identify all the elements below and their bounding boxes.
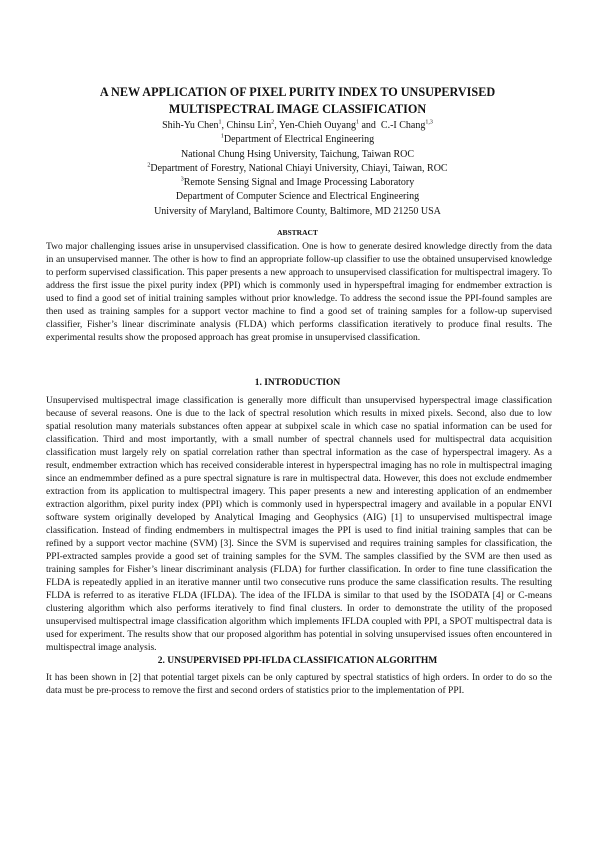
abstract-text: Two major challenging issues arise in unsupervised classification. One is how to generate desired knowledge directly from the data in an unsupervised manner. The other is how to find an appropriate follow-up classifier to use the obtained unsupervised knowledge to perform supervised classification. This paper presents a new approach to unsupervised classification for multispectral imagery. To address the first issue the pixel purity index (PPI) which is commonly used in hyperspeftral imaging for endmember extraction is used to find a good set of initial training samples without prior knowledge. To address the second issue the PPI-found samples are then used as training samples for a support vector machine to find a good set of training samples for a follow-up supervised classifier, Fisher’s linear discriminate analysis (FLDA) which performs classification iteratively to produce final results. The experimental results show the proposed approach has great promise in unsupervised classification.: [46, 242, 552, 343]
affiliation-3-line-1: $^3$Remote Sensing Signal and Image Processing Laboratory: [180, 176, 415, 189]
affiliation-2-line-1: $^2$Department of Forestry, National Chiayi University, Chiayi, Taiwan, ROC: [147, 162, 448, 174]
affiliation-3-line-3: University of Maryland, Baltimore County, Baltimore, MD 21250 USA: [154, 205, 441, 217]
title-line-1: A NEW APPLICATION OF PIXEL PURITY INDEX TO UNSUPERVISED: [99, 85, 496, 99]
author-4: C.-I Chang: [380, 120, 426, 131]
author-1: Shih-Yu Chen: [162, 120, 219, 131]
author-2: Chinsu Lin: [226, 120, 272, 131]
affiliation-3-line-2: Department of Computer Science and Electrical Engineering: [175, 191, 420, 203]
author-1-sup: 1: [218, 119, 222, 126]
section-1-heading: 1. INTRODUCTION: [254, 378, 341, 388]
author-block: [40, 119, 555, 219]
author-3: Yen-Chieh Ouyang: [278, 120, 356, 131]
affiliation-1-line-2: National Chung Hsing University, Taichung, Taiwan ROC: [180, 148, 415, 160]
section-2-text: It has been shown in [2] that potential target pixels can be only captured by spectral statistics of high orders. In order to do so the data must be pre-process to remove the first and second orders of statistics prior to the implementation of PPI.: [46, 673, 552, 696]
section-1-text: Unsupervised multispectral image classification is generally more difficult than unsupervised hyperspectral image classification because of several reasons. One is due to the lack of spectral resolution which results in mixed pixels. Second, also due to low spatial resolution many materials substances often appear at subpixel scale in which case no spatial information can be used for classification. Third and most importantly, with a small number of spectral channels used for multispectral data acquisition classification must largely rely on spatial correlation rather than spectral information as the case of hyperspectral imagery. As a result, endmember extraction which has received considerable interest in hyperspectral imaging has no role in multispectral imaging since an endmemmber defined as a pure spectral signature is rare in multispectral data. However, this does not exclude endmember extraction from its application to multispectral imagery. This paper presents a new and interesting application of an endmember extraction algorithm, pixel purity index (PPI) which is commonly used in hyperspectral imagery and available in a popular ENVI software system originally developed by Analytical Imaging and Geophysics (AIG) [1] to unsupervised multispectral image classification. Instead of finding endmembers in multispectral images the PPI is used to find initial training samples that can be refined by a support vector machine (SVM) [3]. Since the SVM is supervised and requires training samples for classification, the PPI-extracted samples provide a good set of training samples for the SVM. The samples classified by the SVM are then used as training samples for Fisher’s linear discriminant analysis (FLDA) for further classification. In order to fine tune classification the FLDA is repeatedly applied in an iterative manner until two consecutive runs produce the same classification results. The resulting FLDA is referred to as iterative FLDA (IFLDA). The idea of the IFLDA is similar to that used by the ISODATA [4] or C-means clustering algorithm which also performs iteratively to find final clusters. In order to demonstrate the utility of the proposed unsupervised multispectral image classification algorithm which implements IFLDA coupled with PPI, a SPOT multispectral data is used for experiment. The results show that our proposed algorithm has potential in solving unsupervised issues often encountered in multispectral image analysis.: [46, 396, 552, 653]
abstract-heading: ABSTRACT: [277, 228, 318, 237]
title-line-2: MULTISPECTRAL IMAGE CLASSIFICATION: [168, 102, 427, 116]
paper-title: [40, 84, 555, 118]
author-4-sup: 1,3: [425, 119, 433, 126]
author-and: and: [361, 120, 376, 131]
section-2-heading: 2. UNSUPERVISED PPI-IFLDA CLASSIFICATION ALGORITHM: [157, 656, 438, 666]
author-2-sup: 2: [271, 119, 275, 126]
author-3-sup: 1: [355, 119, 359, 126]
affiliation-1-line-1: $^1$Department of Electrical Engineering: [220, 133, 375, 146]
author-line: Shih-Yu Chen$^1$, Chinsu Lin$^2$, Yen-Chieh Ouyang$^1$ and C.-I Chang$^{1,3}$: [162, 119, 433, 131]
